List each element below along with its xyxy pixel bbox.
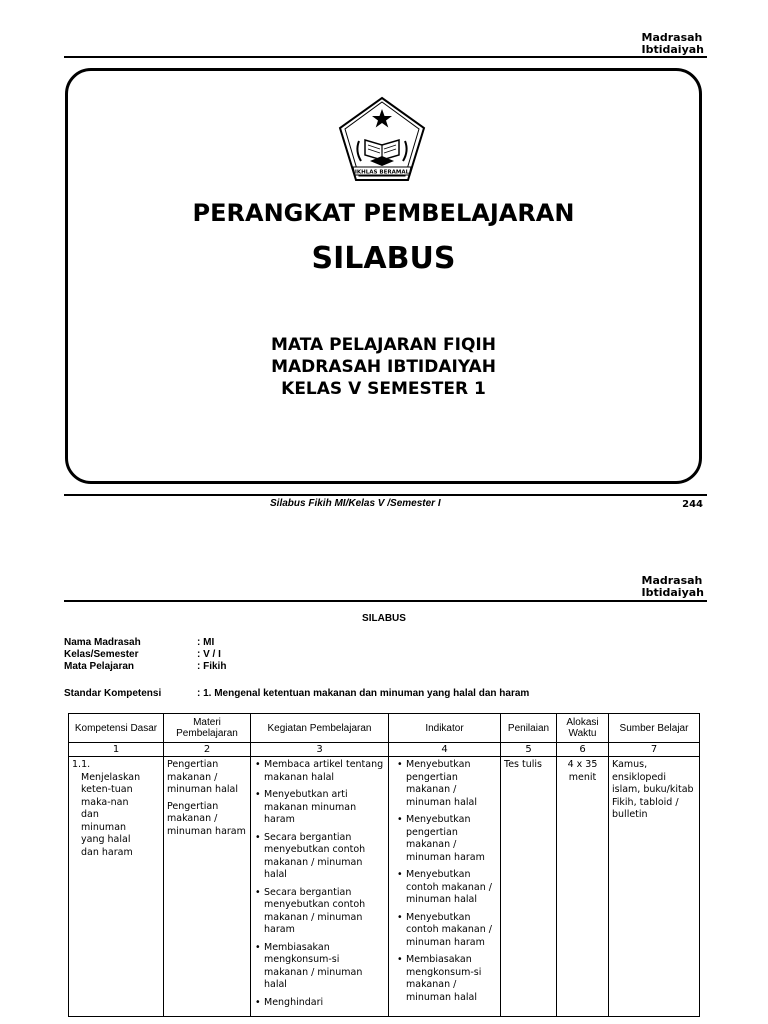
indikator-item: • Menyebutkan pengertian makanan / minuman haram [406,814,497,864]
kd-line: maka-nan [81,796,129,808]
info-value: : Fikih [197,661,227,672]
page-number: 244 [682,499,703,510]
header-line2: Ibtidaiyah [641,43,704,56]
column-number-row [69,743,700,757]
materi-item: Pengertian makanan / minuman halal [167,759,238,795]
alokasi-cell: 4 x 35 menit [557,757,609,1017]
header-line1: Madrasah [641,574,703,587]
indikator-item: • Menyebutkan contoh makanan / minuman halal [406,869,497,907]
running-header [642,32,705,56]
info-value: : V / I [197,649,221,660]
info-label: Kelas/Semester [64,649,139,660]
column-number: 4 [389,743,501,757]
materi-item: Pengertian makanan / minuman haram [167,800,246,837]
indikator-item: • Membiasakan mengkonsum-si makanan / minuman halal [406,954,497,1004]
kd-line: keten-tuan [81,784,133,795]
column-header: Sumber Belajar [609,714,700,743]
column-header: Penilaian [501,714,557,743]
running-header-page2 [642,575,705,599]
standar-label: Standar Kompetensi [64,688,162,699]
standar-value: : 1. Mengenal ketentuan makanan dan minuman yang halal dan haram [197,688,530,699]
cover-box [65,68,702,484]
materi-cell [164,757,251,1017]
column-header: Alokasi Waktu [557,714,609,743]
column-header: Indikator [389,714,501,743]
header-line2: Ibtidaiyah [641,586,704,599]
sumber-cell: Kamus, ensiklopedi islam, buku/kitab Fikih, tabloid / bulletin [609,757,700,1017]
kegiatan-item: • Menyebutkan arti makanan minuman haram [264,789,385,827]
header-rule-page2 [64,600,707,602]
indikator-item: • Menyebutkan contoh makanan / minuman haram [406,912,497,950]
column-number: 2 [164,743,251,757]
column-number: 1 [69,743,164,757]
cover-subtitle-silabus: SILABUS [311,241,456,276]
column-header: Kompetensi Dasar [69,714,164,743]
silabus-table [68,713,700,1017]
kegiatan-item: • Secara bergantian menyebutkan contoh makanan / minuman haram [264,887,385,937]
table-row [69,757,700,1017]
header-line1: Madrasah [641,31,703,44]
penilaian-cell: Tes tulis [501,757,557,1017]
kegiatan-item: • Menghindari [264,997,385,1010]
kegiatan-item: • Secara bergantian menyebutkan contoh makanan / minuman halal [264,832,385,882]
info-value: : MI [197,637,215,648]
indikator-cell [389,757,501,1017]
kd-number: 1.1. [72,759,91,770]
table-header-row [69,714,700,743]
indikator-item: • Menyebutkan pengertian makanan / minuman halal [406,759,497,809]
kd-line: minuman [81,821,127,833]
cover-title: PERANGKAT PEMBELAJARAN [192,199,575,227]
column-header: Kegiatan Pembelajaran [251,714,389,743]
column-header: Materi Pembelajaran [164,714,251,743]
silabus-title: SILABUS [362,613,406,624]
kegiatan-item: • Membaca artikel tentang makanan halal [264,759,385,784]
cover-class-semester: KELAS V SEMESTER 1 [281,379,486,399]
svg-text:IKHLAS BERAMAL: IKHLAS BERAMAL [354,169,410,176]
column-number: 3 [251,743,389,757]
kemenag-logo [337,95,427,187]
kompetensi-dasar-cell [69,757,164,1017]
column-number: 7 [609,743,700,757]
standar-kompetensi [64,688,530,699]
info-label: Mata Pelajaran [64,661,135,672]
cover-subject: MATA PELAJARAN FIQIH [271,335,496,355]
column-number: 6 [557,743,609,757]
column-number: 5 [501,743,557,757]
footer-text: Silabus Fikih MI/Kelas V /Semester I [270,498,441,509]
kd-line: dan haram [81,846,133,858]
kd-line: dan [81,809,99,820]
kegiatan-cell [251,757,389,1017]
kd-line: Menjelaskan [81,771,141,783]
page-footer [64,496,707,512]
kd-line: yang halal [81,834,131,845]
info-label: Nama Madrasah [64,637,141,648]
header-rule [64,56,707,58]
kegiatan-item: • Membiasakan mengkonsum-si makanan / minuman halal [264,942,385,992]
cover-school-level: MADRASAH IBTIDAIYAH [271,357,496,377]
